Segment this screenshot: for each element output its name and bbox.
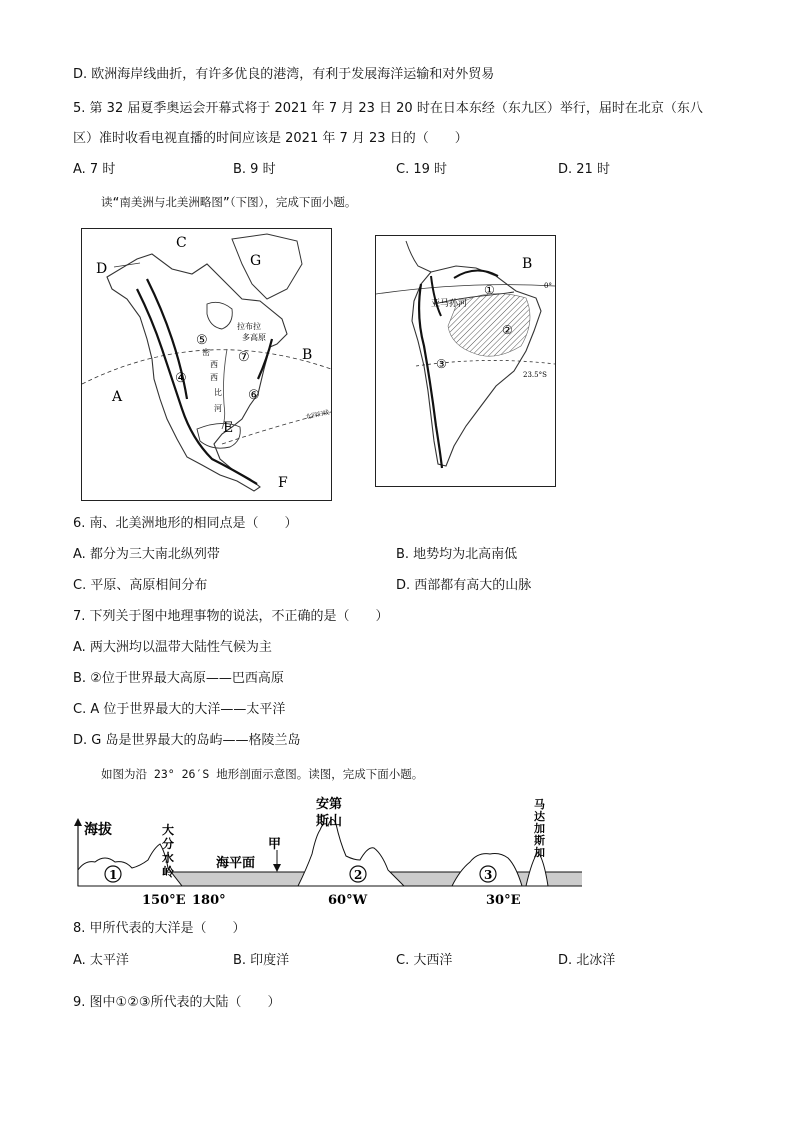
na-label-a: A — [112, 389, 123, 405]
north-america-map-figure — [82, 229, 331, 500]
na-label-g: G — [250, 253, 262, 269]
na-label-d: D — [96, 261, 108, 277]
na-plateau-1: 拉布拉 — [237, 322, 261, 331]
na-num-7: ⑦ — [238, 350, 250, 365]
na-plateau-2: 多高原 — [242, 333, 266, 342]
na-tropic-label: 北回归线 — [304, 409, 330, 421]
na-river-1: 密 — [202, 348, 210, 357]
profile-intro: 如图为沿 23° 26′S 地形剖面示意图。读图，完成下面小题。 — [101, 767, 424, 781]
q8-option-d[interactable]: D. 北冰洋 — [558, 953, 616, 968]
q8-option-a[interactable]: A. 太平洋 — [73, 953, 129, 968]
profile-lon-180: 180° — [192, 893, 226, 908]
north-america-map — [81, 228, 332, 501]
profile-madagascar-4: 斯 — [534, 834, 545, 847]
q7-stem: 7. 下列关于图中地理事物的说法，不正确的是（ ） — [73, 609, 389, 624]
q5-stem-line1: 5. 第 32 届夏季奥运会开幕式将于 2021 年 7 月 23 日 20 时在日本东经（东九区）举行，届时在北京（东八 — [73, 101, 703, 116]
q6-option-d[interactable]: D. 西部都有高大的山脉 — [396, 578, 532, 593]
sa-amazon-label: 亚马孙河 — [431, 299, 468, 309]
q9-stem: 9. 图中①②③所代表的大陆（ ） — [73, 995, 281, 1010]
q6-option-a[interactable]: A. 都分为三大南北纵列带 — [73, 547, 220, 562]
profile-divide-4: 岭 — [162, 865, 175, 879]
q6-option-b[interactable]: B. 地势均为北高南低 — [396, 547, 518, 562]
profile-madagascar-3: 加 — [534, 822, 545, 835]
na-num-4: ④ — [175, 371, 187, 386]
profile-lon-60w: 60°W — [328, 893, 368, 908]
profile-divide-1: 大 — [162, 823, 175, 837]
q6-option-c[interactable]: C. 平原、高原相间分布 — [73, 578, 208, 593]
q8-stem: 8. 甲所代表的大洋是（ ） — [73, 921, 246, 936]
sa-label-b: B — [522, 256, 533, 272]
na-num-6: ⑥ — [248, 388, 260, 403]
profile-madagascar-5: 加 — [534, 846, 545, 859]
map-intro: 读“南美洲与北美洲略图”（下图），完成下面小题。 — [101, 195, 357, 209]
terrain-profile-figure — [70, 790, 590, 910]
na-river-5: 河 — [214, 404, 222, 413]
q5-option-d[interactable]: D. 21 时 — [558, 162, 610, 177]
sa-num-3: ③ — [436, 357, 447, 371]
q7-option-a[interactable]: A. 两大洲均以温带大陆性气候为主 — [73, 640, 272, 655]
profile-jia: 甲 — [268, 837, 282, 852]
profile-lon-30e: 30°E — [486, 893, 521, 908]
profile-sea-level: 海平面 — [216, 856, 256, 871]
na-num-5: ⑤ — [196, 333, 208, 348]
profile-c2: 2 — [354, 868, 363, 882]
q7-option-d[interactable]: D. G 岛是世界最大的岛屿——格陵兰岛 — [73, 733, 301, 748]
profile-c1: 1 — [109, 868, 118, 882]
q5-option-b[interactable]: B. 9 时 — [233, 162, 276, 177]
q5-option-a[interactable]: A. 7 时 — [73, 162, 116, 177]
sa-equator-label: 0° — [544, 282, 552, 290]
q5-stem-line2: 区）准时收看电视直播的时间应该是 2021 年 7 月 23 日的（ ） — [73, 131, 468, 146]
na-label-b: B — [302, 347, 313, 363]
na-label-f: F — [278, 475, 288, 491]
profile-andes-2: 斯山 — [316, 814, 343, 829]
na-river-3: 西 — [210, 373, 218, 382]
q8-option-b[interactable]: B. 印度洋 — [233, 953, 290, 968]
q7-option-c[interactable]: C. A 位于世界最大的大洋——太平洋 — [73, 702, 286, 717]
profile-madagascar-1: 马 — [534, 798, 545, 811]
q6-stem: 6. 南、北美洲地形的相同点是（ ） — [73, 516, 298, 531]
profile-divide-3: 水 — [162, 851, 175, 865]
q4-option-d: D. 欧洲海岸线曲折，有许多优良的港湾，有利于发展海洋运输和对外贸易 — [73, 67, 495, 82]
na-label-c: C — [176, 235, 187, 251]
profile-madagascar-2: 达 — [534, 810, 545, 823]
south-america-map — [375, 235, 556, 487]
profile-andes-1: 安第 — [316, 797, 343, 812]
terrain-profile — [70, 790, 590, 910]
profile-altitude: 海拔 — [84, 822, 112, 838]
na-label-e: E — [223, 420, 234, 436]
na-river-4: 比 — [214, 388, 222, 397]
na-river-2: 西 — [210, 360, 218, 369]
sa-num-2: ② — [502, 323, 513, 337]
q8-option-c[interactable]: C. 大西洋 — [396, 953, 453, 968]
profile-c3: 3 — [484, 868, 493, 882]
sa-num-1: ① — [484, 283, 495, 297]
sa-tropic-label: 23.5°S — [523, 371, 547, 379]
south-america-map-figure — [376, 236, 555, 486]
q7-option-b[interactable]: B. ②位于世界最大高原——巴西高原 — [73, 671, 284, 686]
profile-divide-2: 分 — [162, 837, 175, 851]
q5-option-c[interactable]: C. 19 时 — [396, 162, 448, 177]
profile-lon-150e: 150°E — [142, 893, 186, 908]
